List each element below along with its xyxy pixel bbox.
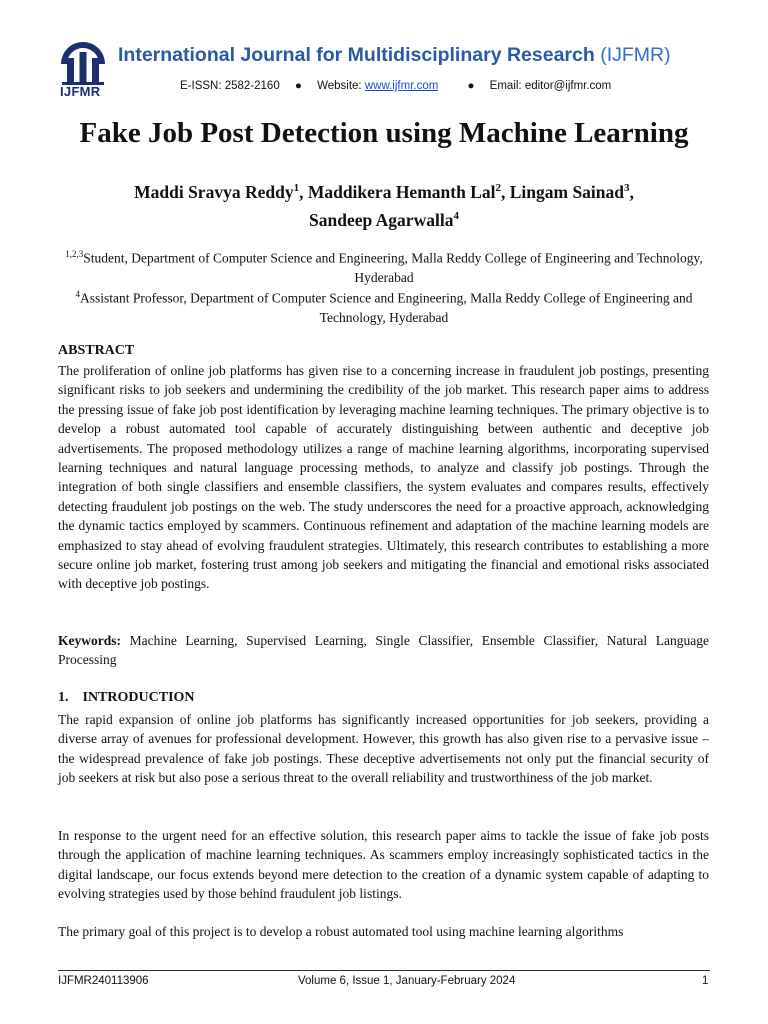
abstract-heading: ABSTRACT [58,343,135,358]
paragraph: The rapid expansion of online job platforms has significantly increased opportunities for job seekers, providing a diverse array of avenues for professional development. However, this growth has also given rise to a pervasive issue – the widespread prevalence of fake job postings. These deceptive advertisements not only put the financial security of job seekers at risk but also pose a serious threat to the overall reliability and trustworthiness of the job market. [58,712,709,786]
page-number: 1 [702,975,709,987]
bullet-icon: ● [467,80,475,92]
footer-divider [58,970,710,971]
footer-paper-id: IJFMR240113906 [58,975,149,987]
affiliation: $^4$Assistant Professor, Department of Computer Science and Engineering, Malla Reddy College of Engineering and Technology, Hyderabad [75,289,693,325]
author: Maddikera Hemanth Lal$^2$, [307,181,510,202]
journal-meta [180,80,611,92]
author: Lingam Sainad$^3$, [509,181,634,202]
bullet-icon: ● [294,80,302,92]
abstract-text: The proliferation of online job platforms has given rise to a concerning increase in fraudulent job postings, presenting significant risks to job seekers and undermining the credibility of the job market. This research paper aims to address the pressing issue of fake job post identification by leveraging machine learning techniques. The primary objective is to develop a robust automated tool capable of accurately distinguishing between authentic and deceptive job advertisements. The proposed methodology utilizes a range of machine learning algorithms, incorporating supervised learning techniques and natural language processing methods, to analyze and classify job postings. Through the integration of both single classifiers and ensemble classifiers, the system evaluates and compares results, effectively detecting fraudulent job postings on the web. The study underscores the need for a proactive approach, acknowledging the dynamic tactics employed by scammers. Continuous refinement and adaptation of the machine learning models are emphasized to stay ahead of evolving fraudulent strategies. Ultimately, this research contributes to establishing a more secure online job market, fostering trust among job seekers and mitigating the financial and emotional risks associated with deceptive job postings. [58,363,709,592]
ijfmr-logo-icon [58,40,108,102]
author: Sandeep Agarwalla$^4$ [309,209,459,230]
website-link[interactable]: www.ijfmr.com [364,80,439,92]
author: Maddi Sravya Reddy$^1$, [134,181,308,202]
footer-volume: Volume 6, Issue 1, January-February 2024 [298,975,516,987]
keywords-label: Keywords: [58,633,121,648]
affiliation: $^{1,2,3}$Student, Department of Computer Science and Engineering, Malla Reddy College of Engineering and Technology, Hyderabad [65,249,703,285]
author-list [60,176,708,232]
logo-text: IJFMR [60,84,101,99]
eissn: E-ISSN: 2582-2160 [180,80,280,92]
email: Email: editor@ijfmr.com [489,80,612,92]
section-heading-introduction: 1. INTRODUCTION [58,690,195,705]
paragraph: The primary goal of this project is to develop a robust automated tool using machine learning algorithms [58,924,624,939]
journal-name: International Journal for Multidisciplinary Research (IJFMR) [118,44,671,66]
paragraph: In response to the urgent need for an effective solution, this research paper aims to tackle the issue of fake job posts through the application of machine learning techniques. As scammers employ increasingly sophisticated tactics in the digital landscape, our focus extends beyond mere detection to the creation of a dynamic system capable of adapting to evolving strategies used by those behind fraudulent job listings. [58,828,709,902]
keywords [58,631,709,670]
paper-title: Fake Job Post Detection using Machine Learning [79,117,689,149]
journal-abbr: (IJFMR) [600,44,671,66]
website-label: Website: [317,80,362,92]
keywords-text: Machine Learning, Supervised Learning, Single Classifier, Ensemble Classifier, Natural Language Processing [58,633,709,668]
journal-header [58,38,718,102]
